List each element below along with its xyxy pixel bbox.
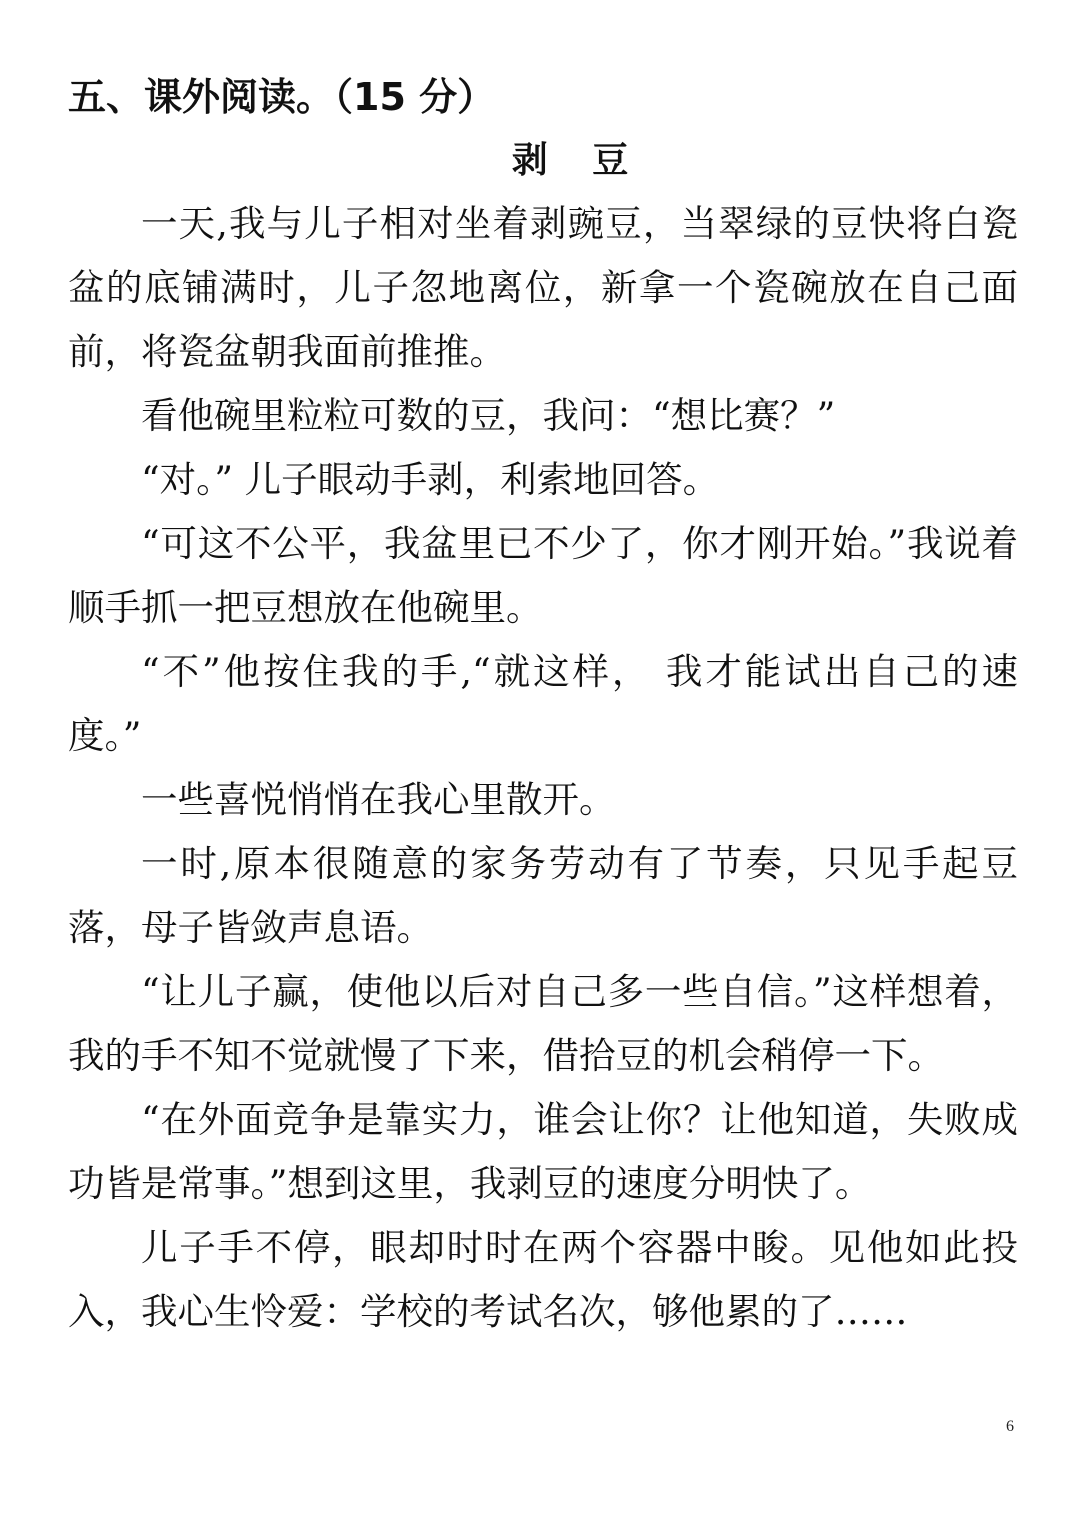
paragraph: 儿子手不停，眼却时时在两个容器中睃。见他如此投入，我心生怜爱：学校的考试名次，够他累的了……	[68, 1226, 1018, 1333]
paragraph: “在外面竞争是靠实力，谁会让你？让他知道，失败成功皆是常事。”想到这里，我剥豆的速度分明快了。	[68, 1098, 1018, 1205]
story-body	[68, 192, 1018, 1344]
paragraph: 看他碗里粒粒可数的豆，我问：“想比赛？”	[141, 394, 836, 437]
paragraph: “不”他按住我的手,“就这样， 我才能试出自己的速度。”	[68, 650, 1018, 757]
paragraph: 一些喜悦悄悄在我心里散开。	[141, 778, 616, 821]
paragraph: “对。” 儿子眼动手剥，利索地回答。	[141, 458, 720, 501]
document-page	[68, 64, 1018, 1344]
story-title: 剥 豆	[511, 140, 645, 181]
paragraph: 一时,原本很随意的家务劳动有了节奏，只见手起豆落，母子皆敛声息语。	[68, 842, 1018, 949]
paragraph: “可这不公平，我盆里已不少了，你才刚开始。”我说着顺手抓一把豆想放在他碗里。	[68, 522, 1018, 629]
page-number: 6	[1006, 1418, 1014, 1435]
paragraph: 一天,我与儿子相对坐着剥豌豆，当翠绿的豆快将白瓷盆的底铺满时，儿子忽地离位，新拿一个瓷碗放在自己面前，将瓷盆朝我面前推推。	[68, 202, 1018, 373]
section-heading: 五、课外阅读。（15 分）	[68, 75, 496, 119]
paragraph: “让儿子赢，使他以后对自己多一些自信。”这样想着，我的手不知不觉就慢了下来，借拾豆的机会稍停一下。	[68, 970, 1018, 1077]
